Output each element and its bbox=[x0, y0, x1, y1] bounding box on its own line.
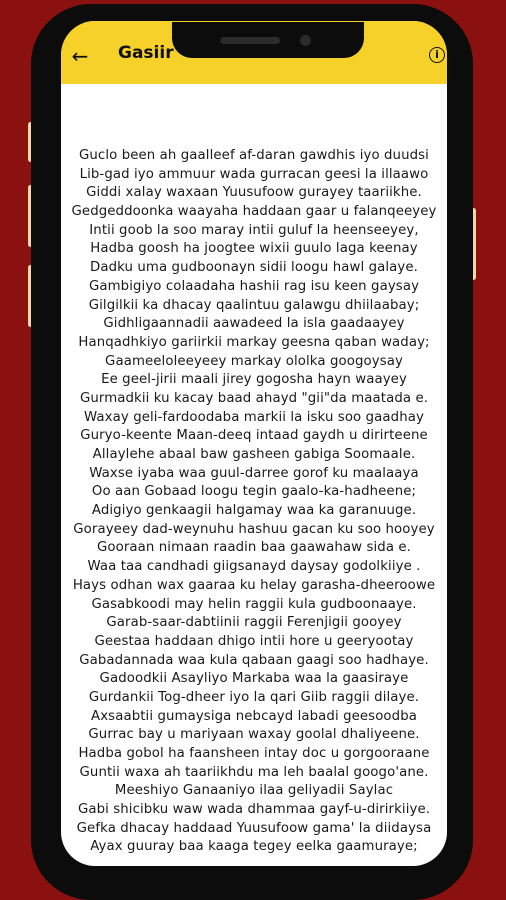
poem-line: Ayax guuray baa kaaga tegey eelka gaamuraye; bbox=[90, 839, 418, 855]
poem-line: Waxse iyaba waa guul-darree gorof ku maalaaya bbox=[89, 465, 419, 481]
poem-line: Waxay geli-fardoodaba markii la isku soo gaadhay bbox=[84, 409, 424, 425]
poem-line: Oo aan Gobaad loogu tegin gaalo-ka-hadheene; bbox=[91, 484, 417, 500]
poem-line: Gooraan nimaan raadin baa gaawahaw sida e. bbox=[96, 540, 411, 556]
poem-line: Hays odhan wax gaaraa ku helay garasha-dheeroowe bbox=[72, 577, 436, 593]
poem-line: Garab-saar-dabtiinii raggii Ferenjigii gooyey bbox=[106, 615, 402, 631]
arrow-left-icon[interactable]: ← bbox=[71, 44, 89, 68]
poem-line: Adigiyo genkaagii halgamay waa ka garanuuge. bbox=[91, 503, 417, 519]
poem-line: Gorayeey dad-weynuhu hashuu gacan ku soo hooyey bbox=[73, 521, 435, 537]
poem-line: Meeshiyo Ganaaniyo ilaa geliyadii Saylac bbox=[114, 783, 394, 799]
poem-scroll-area[interactable] bbox=[61, 21, 447, 866]
speaker-grille bbox=[220, 37, 280, 44]
poem-line: Guclo been ah gaalleef af-daran gawdhis iyo duudsi bbox=[79, 148, 429, 163]
poem-line: Giddi xalay waxaan Yuusufoow gurayey taariikhe. bbox=[86, 185, 422, 201]
poem-line: Allaylehe abaal baw gasheen gabiga Soomaale. bbox=[92, 447, 416, 462]
poem-line: Guryo-keente Maan-deeq intaad gaydh u dirirteene bbox=[80, 428, 428, 444]
poem-line: Gedgeddoonka waayaha haddaan gaar u falanqeeyey bbox=[71, 204, 437, 220]
poem-line: Gadoodkii Asayliyo Markaba waa la gaasiraye bbox=[99, 671, 409, 687]
poem-line: Hadba gobol ha faansheen intay doc u gorgooraane bbox=[78, 746, 430, 761]
poem-line: Gilgilkii ka dhacay qaalintuu galawgu dhiilaabay; bbox=[88, 297, 420, 313]
poem-line: Gefka dhacay haddaad Yuusufoow gama' la diidaysa bbox=[76, 820, 432, 836]
poem-line: Hadba goosh ha joogtee wixii guulo laga keenay bbox=[90, 241, 418, 257]
poem-line: Gabadannada waa kula qabaan gaagi soo hadhaye. bbox=[79, 652, 429, 668]
poem-line: Guntii waxa ah taariikhdu ma leh baalal googo'ane. bbox=[79, 764, 429, 780]
poem-line: Waa taa candhadi giigsanayd daysay godolkiiye . bbox=[87, 559, 421, 575]
poem-line: Gurrac bay u mariyaan waxay goolal dhaliyeene. bbox=[88, 727, 420, 743]
poem-text bbox=[61, 147, 447, 857]
app-screen bbox=[61, 21, 447, 866]
poem-line: Intii goob la soo maray intii guluf la heenseeyey, bbox=[89, 222, 419, 238]
poem-line: Gidhligaannadii aawadeed la isla gaadaayey bbox=[103, 316, 405, 332]
info-icon[interactable]: i bbox=[429, 47, 445, 63]
poem-line: Axsaabtii gumaysiga nebcayd labadi geesoodba bbox=[91, 708, 417, 724]
poem-line: Gurdankii Tog-dheer iyo la qari Giib raggii dilaye. bbox=[88, 689, 420, 705]
poem-line: Gasabkoodi may helin raggii kula gudboonaaye. bbox=[91, 596, 417, 612]
poem-line: Ee geel-jirii maali jirey gogosha hayn waayey bbox=[101, 372, 407, 388]
poem-line: Dadku uma gudboonayn sidii loogu hawl galaye. bbox=[90, 260, 418, 276]
poem-line: Gaameeloleeyeey markay ololka googoysay bbox=[105, 353, 403, 369]
poem-line: Hanqadhkiyo gariirkii markay geesna qaban waday; bbox=[78, 334, 430, 350]
camera-icon bbox=[300, 35, 311, 46]
poem-line: Gurmadkii ku kacay baad ahayd "gii"da maatada e. bbox=[79, 390, 429, 406]
poem-line: Gambigiyo colaadaha hashii rag isu keen gaysay bbox=[88, 278, 420, 294]
poem-line: Gabi shicibku waw wada dhammaa gayf-u-dirirkiiye. bbox=[77, 802, 431, 818]
poem-line: Geestaa haddaan dhigo intii hore u geeryootay bbox=[94, 633, 414, 649]
poem-line: Lib-gad iyo ammuur wada gurracan geesi la illaawo bbox=[79, 166, 429, 182]
page-title: Gasiir bbox=[118, 43, 174, 63]
